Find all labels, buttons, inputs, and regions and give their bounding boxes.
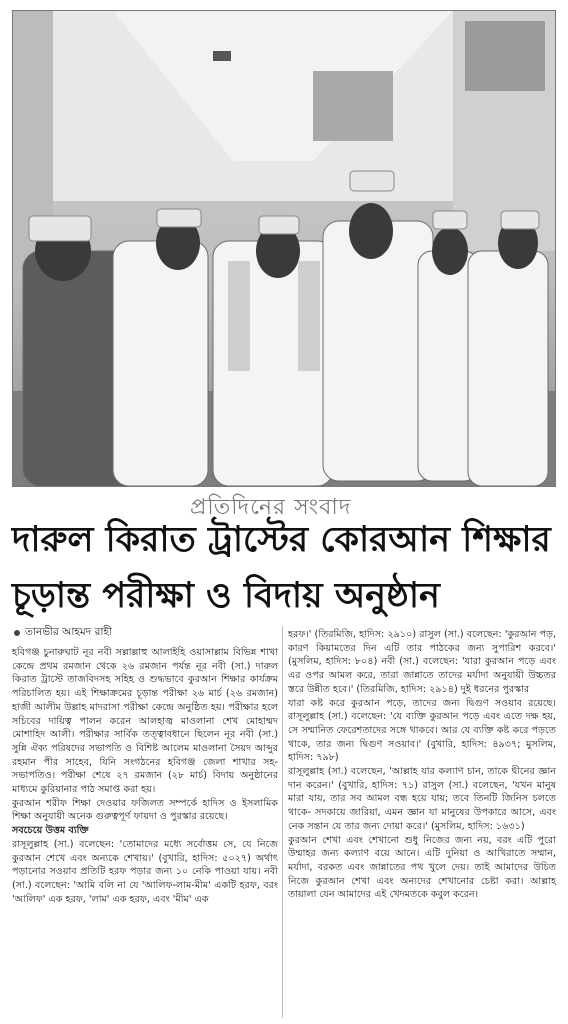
headline-line-1: দারুল কিরাত ট্রাস্টের কোরআন শিক্ষার xyxy=(12,520,551,560)
article-paragraph: রাসূলুল্লাহ (সা.) বলেছেন, 'আল্লাহ যার কল্যাণ চান, তাকে দ্বীনের জ্ঞান দান করেন।' (বুখারি, হাদিস: ৭১) রাসুল (সা.) বলেছেন, 'যখন মানুষ মারা যায়, তার সব আমল বন্ধ হয়ে যায়; তবে তিনটি জিনিস চলতে থাকে- সদকায়ে জারিয়া, এমন জ্ঞান যা মানুষের উপকারে আসে, এবং নেক সন্তান যে তার জন্য দোয়া করে।' (মুসলিম, হাদিস: ১৬৩১) xyxy=(288,766,556,832)
article-column-left xyxy=(12,646,278,906)
bullet-icon xyxy=(14,630,20,636)
article-paragraph: হরফ।' (তিরমিজি, হাদিস: ২৯১০) রাসুল (সা.) বলেছেন: 'কুরআন পড়, কারণ কিয়ামতের দিন এটি তার পাঠকের জন্য সুপারিশ করবে।' (মুসলিম, হাদিস: ৮০৪) নবী (সা.) বলেছেন: 'যারা কুরআন পড়ে এবং এর ওপর আমল করে, তারা জান্নাতে তাদের মর্যাদা অনুযায়ী উচ্চতর স্তরে উন্নীত হবে।' (তিরমিজি, হাদিস: ২৯১৪) দুই ধরনের পুরস্কার xyxy=(288,629,556,695)
article-paragraph: রাসূলুল্লাহ (সা.) বলেছেন: 'তোমাদের মধ্যে সর্বোত্তম সে, যে নিজে কুরআন শেখে এবং অন্যকে শেখায়।' (বুখারি, হাদিস: ৫০২৭) অর্থাৎ পড়ানোর সওয়াব প্রতিটি হরফ পড়ার জন্য ১০ নেকি পাওয়া যায়। নবী (সা.) বলেছেন: 'আমি বলি না যে 'আলিফ-লাম-মীম' একটি হরফ, বরং 'আলিফ' এক হরফ, 'লাম' এক হরফ, এবং 'মীম' এক xyxy=(12,838,278,905)
newspaper-masthead-watermark: প্রতিদিনের সংবাদ xyxy=(190,495,352,520)
headline-line-2: চূড়ান্ত পরীক্ষা ও বিদায় অনুষ্ঠান xyxy=(12,576,440,616)
author-name: তানভীর আহমদ রাহী xyxy=(25,625,112,638)
article-paragraph: যারা কষ্ট করে কুরআন পড়ে, তাদের জন্য দ্বিগুণ সওয়াব রয়েছে। রাসূলুল্লাহ (সা.) বলেছেন: 'যে ব্যক্তি কুরআন পড়ে এবং এতে দক্ষ হয়, সে সম্মানিত ফেরেশতাদের সঙ্গে থাকবে। আর যে ব্যক্তি কষ্ট করে পড়তে থাকে, তার জন্য দ্বিগুণ সওয়াব।' (বুখারি, হাদিস: ৪৯৩৭; মুসলিম, হাদিস: ৭৯৮) xyxy=(288,697,556,764)
article-paragraph: কুরআন শেখা এবং শেখানো শুধু নিজের জন্য নয়, বরং এটি পুরো উম্মাহর জন্য কল্যাণ বয়ে আনে। এটি দুনিয়া ও আখিরাতে সম্মান, মর্যাদা, বরকত এবং জান্নাতের পথ খুলে দেয়। তাই আমাদের উচিত নিজে কুরআন শেখা এবং অন্যদের শেখানোর চেষ্টা করা। আল্লাহ তায়ালা যেন আমাদের এই খেদমতকে কবুল করেন। xyxy=(288,834,556,901)
article-headline xyxy=(12,512,556,624)
corridor-photo-illustration xyxy=(13,11,555,486)
article-paragraph: হবিগঞ্জ চুনারুঘাট নূর নবী সল্লাল্লাহু আলাইহি ওয়াসাল্লাম বিভিন্ন শাখা কেন্দ্রে প্রথম রমজান থেকে ২৬ রমজান পর্যন্ত নূর নবী (সা.) দারুল কিরাত ট্রাস্টে তাজবিদসহ সহিহ ও শুদ্ধভাবে কুরআন শিক্ষার কার্যক্রম পরিচালিত হয়। এই শিক্ষাক্রমের চূড়ান্ত পরীক্ষা ২৬ মার্চ (২৬ রমজান) হাজী আলীম উল্লাহ মাদরাসা পরীক্ষা কেন্দ্রে অনুষ্ঠিত হয়। পরীক্ষার হলে সচিবের দায়িত্ব পালন করেন আলহাজ্ব মাওলানা শেখ মোহাম্মদ মোশাহিদ আলী। পরীক্ষার সার্বিক তত্ত্বাবধানে ছিলেন নূর নবী (সা.) সুন্নি ঐক্য পরিষদের সভাপতি ও বিশিষ্ট আলেম মাওলানা সৈয়দ আব্দুর রহমান পীর সাহেব, যিনি সংগঠনের হবিগঞ্জ জেলা শাখার সহ-সভাপতিও। পরীক্ষা শেষে ২৭ রমজান (২৮ মার্চ) বিদায় অনুষ্ঠানের মাধ্যমে কুরিয়ানার পাঠ সমাপ্ত করা হয়। xyxy=(12,647,278,796)
byline xyxy=(14,624,112,642)
column-divider xyxy=(282,626,283,1018)
article-column-right xyxy=(288,628,556,902)
article-paragraph: কুরআন শরীফ শিক্ষা দেওয়ার ফজিলত সম্পর্কে হাদিস ও ইসলামিক শিক্ষা অনুযায়ী অনেক গুরুত্বপূর্ণ ফায়দা ও পুরস্কার রয়েছে। xyxy=(12,797,278,823)
article-subheading: সবচেয়ে উত্তম ব্যক্তি xyxy=(12,825,89,837)
news-photo xyxy=(12,10,556,487)
